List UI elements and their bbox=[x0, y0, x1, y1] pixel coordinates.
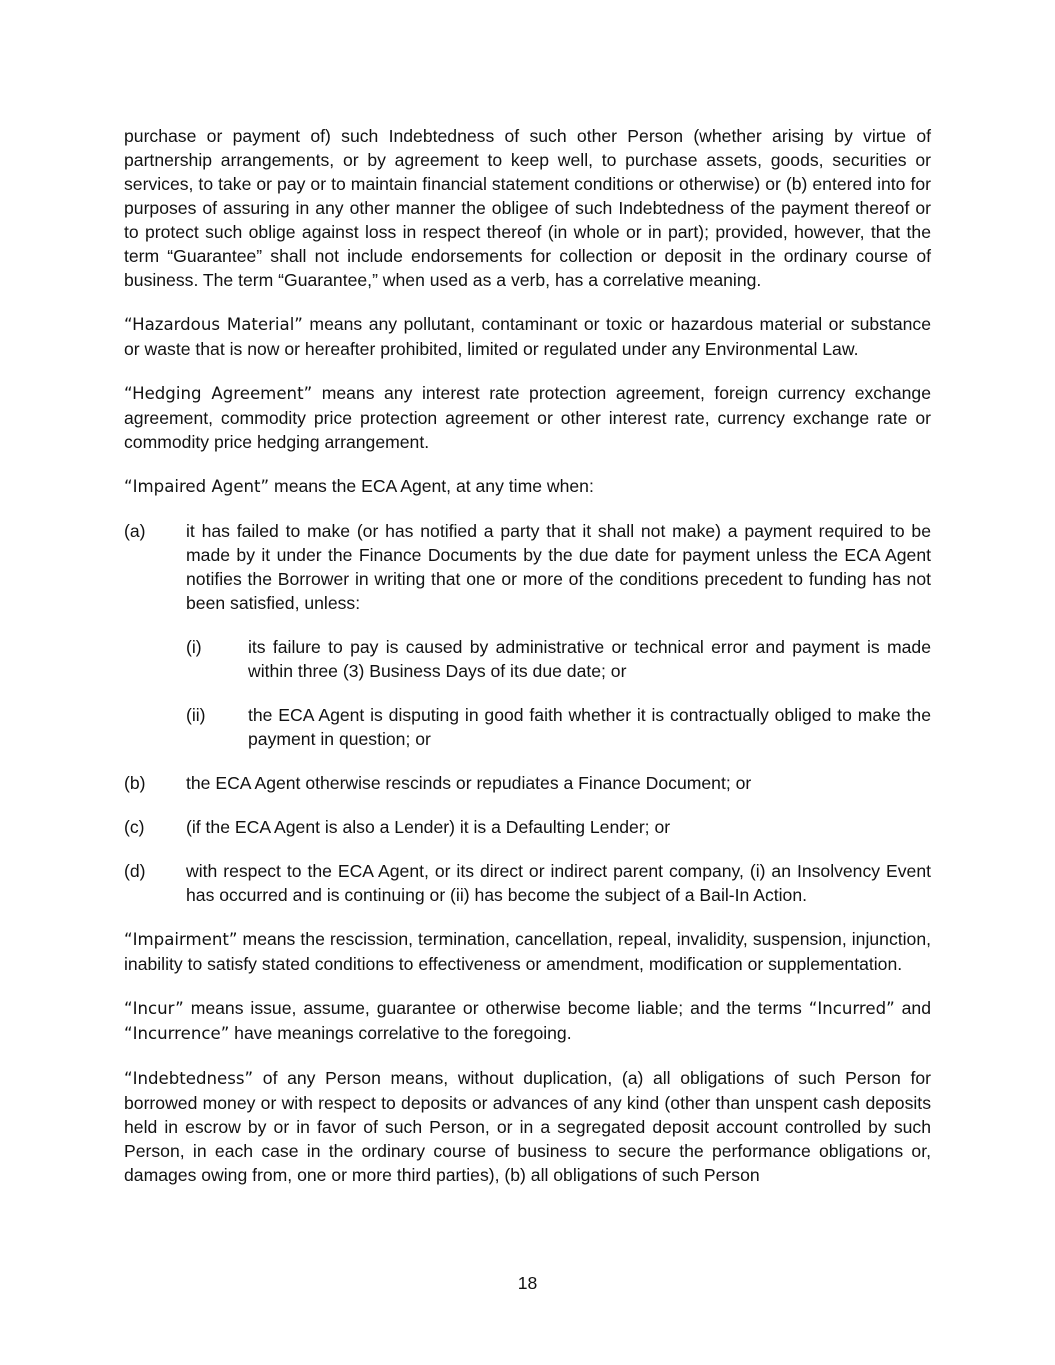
list-text: (if the ECA Agent is also a Lender) it is a Defaulting Lender; or bbox=[186, 817, 671, 837]
list-label: (ii) bbox=[186, 705, 206, 725]
definition-text: of any Person means, without duplication, (a) all obligations of such Person for borrowed money or with respect to deposits or advances of any kind (other than unspent cash deposits held in escrow by or in favor of such Person, or in a segregated deposit account controlled by such Person, in each case in the ordinary course of business to secure the performance obligations or, damages owing from, one or more third parties), (b) all obligations of such Person bbox=[124, 1068, 931, 1185]
definition-hedging-agreement bbox=[124, 381, 931, 454]
definition-text: means any interest rate protection agreement, foreign currency exchange agreement, commodity price protection agreement or other interest rate, currency exchange rate or commodity price hedging arrangement. bbox=[124, 383, 931, 452]
list-item-c bbox=[124, 815, 931, 839]
list-item-a bbox=[124, 519, 931, 615]
defined-term: “Hazardous Material” bbox=[124, 315, 303, 334]
defined-term: “Hedging Agreement” bbox=[124, 384, 313, 403]
list-label: (i) bbox=[186, 637, 202, 657]
page-number: 18 bbox=[517, 1273, 538, 1293]
paragraph-guarantee-continued: purchase or payment of) such Indebtedness of such other Person (whether arising by virtue of partnership arrangements, or by agreement to keep well, to purchase assets, goods, securities or services, to take or pay or to maintain financial statement conditions or otherwise) or (b) entered into for purposes of assuring in any other manner the obligee of such Indebtedness of the payment thereof or to protect such oblige against loss in respect thereof (in whole or in part); provided, however, that the term “Guarantee” shall not include endorsements for collection or deposit in the ordinary course of business. The term “Guarantee,” when used as a verb, has a correlative meaning. bbox=[124, 126, 931, 290]
list-text: its failure to pay is caused by administrative or technical error and payment is made within three (3) Business Days of its due date; or bbox=[248, 637, 931, 681]
defined-term: “Impaired Agent” bbox=[124, 477, 270, 496]
list-item-d bbox=[124, 859, 931, 907]
defined-term-incurrence: “Incurrence” bbox=[124, 1024, 230, 1043]
definition-indebtedness bbox=[124, 1066, 931, 1187]
list-label: (a) bbox=[124, 521, 146, 541]
list-subitem-i bbox=[124, 635, 931, 683]
list-label: (c) bbox=[124, 817, 145, 837]
list-text: with respect to the ECA Agent, or its direct or indirect parent company, (i) an Insolvency Event has occurred and is continuing or (ii) has become the subject of a Bail-In Action. bbox=[186, 861, 931, 905]
list-text: the ECA Agent otherwise rescinds or repudiates a Finance Document; or bbox=[186, 773, 752, 793]
list-subitem-ii bbox=[124, 703, 931, 751]
definition-incur bbox=[124, 996, 931, 1046]
definition-text: and bbox=[894, 998, 931, 1018]
definition-text: means the ECA Agent, at any time when: bbox=[269, 476, 594, 496]
list-text: it has failed to make (or has notified a party that it shall not make) a payment required to be made by it under the Finance Documents by the due date for payment unless the ECA Agent notifies the Borrower in writing that one or more of the conditions precedent to funding has not been satisfied, unless: bbox=[186, 521, 931, 613]
definition-text: have meanings correlative to the foregoing. bbox=[229, 1023, 572, 1043]
definition-text: means the rescission, termination, cancellation, repeal, invalidity, suspension, injunction, inability to satisfy stated conditions to effectiveness or amendment, modification or supplementation. bbox=[124, 929, 931, 974]
list-item-b bbox=[124, 771, 931, 795]
list-text: the ECA Agent is disputing in good faith whether it is contractually obliged to make the payment in question; or bbox=[248, 705, 931, 749]
defined-term: “Indebtedness” bbox=[124, 1069, 254, 1088]
defined-term: “Incur” bbox=[124, 999, 184, 1018]
definition-impairment bbox=[124, 927, 931, 976]
defined-term-incurred: “Incurred” bbox=[808, 999, 895, 1018]
definition-impaired-agent bbox=[124, 474, 931, 499]
definition-text: means any pollutant, contaminant or toxic or hazardous material or substance or waste that is now or hereafter prohibited, limited or regulated under any Environmental Law. bbox=[124, 314, 931, 359]
document-body bbox=[124, 124, 931, 1207]
list-label: (b) bbox=[124, 773, 146, 793]
defined-term: “Impairment” bbox=[124, 930, 238, 949]
list-label: (d) bbox=[124, 861, 146, 881]
definition-text: means issue, assume, guarantee or otherwise become liable; and the terms bbox=[183, 998, 809, 1018]
definition-hazardous-material bbox=[124, 312, 931, 361]
